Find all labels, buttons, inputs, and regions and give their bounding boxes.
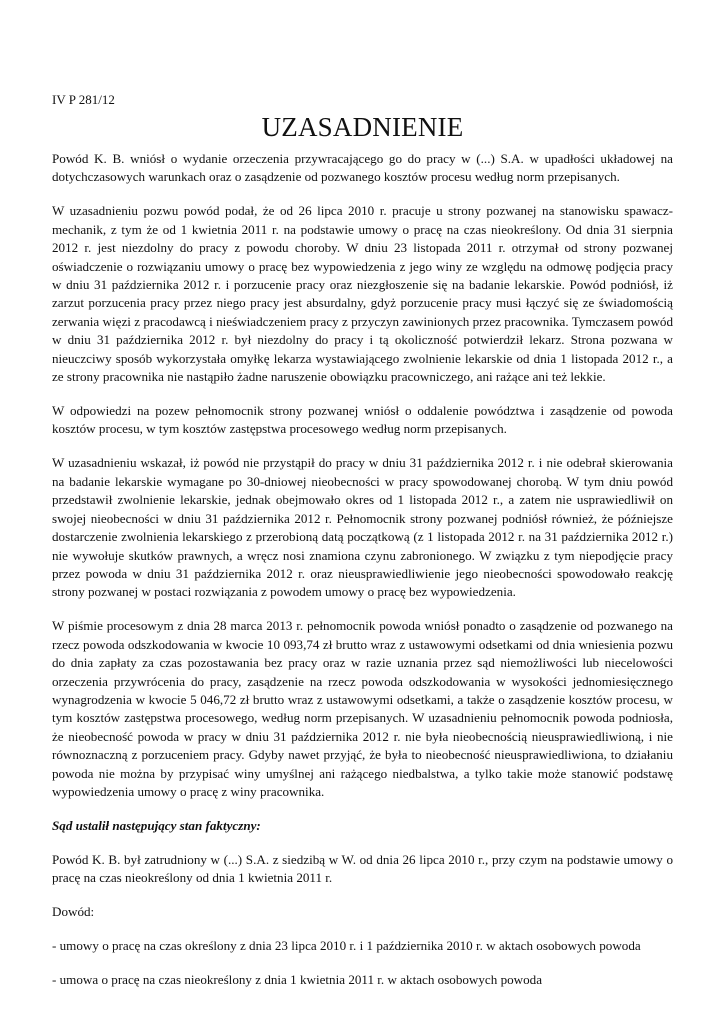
- paragraph-defendant-justification: W uzasadnieniu wskazał, iż powód nie przystąpił do pracy w dniu 31 października 2012 r. i nie odebrał skierowania na badanie lekarskie wymagane po 30-dniowej nieobecności w pracy spowodowanej chorobą. W tym dniu powód przedstawił zwolnienie lekarskie, jednak obejmowało okres od 1 listopada 2012 r., a zatem nie usprawiedliwił on swojej nieobecności w dniu 31 października 2012 r. Pełnomocnik strony pozwanej podniósł również, że późniejsze dostarczenie zwolnienia lekarskiego z przerobioną datą początkową (z 1 listopada 2012 r. na 31 października 2012 r.) nie wywołuje skutków prawnych, a wręcz nosi znamiona czynu zabronionego. W związku z tym niepodjęcie pracy przez powoda w dniu 31 października 2012 r. oraz nieusprawiedliwienie jego nieobecności spowodowało reakcję strony pozwanej w postaci rozwiązania z powodem umowy o pracę bez wypowiedzenia.: [52, 455, 673, 600]
- document-title: UZASADNIENIE: [261, 112, 464, 142]
- evidence-label: Dowód:: [52, 904, 95, 920]
- facts-paragraph: Powód K. B. był zatrudniony w (...) S.A. z siedzibą w W. od dnia 26 lipca 2010 r., przy czym na podstawie umowy o pracę na czas nieokreślony od dnia 1 kwietnia 2011 r.: [52, 851, 673, 886]
- paragraph-claim: Powód K. B. wniósł o wydanie orzeczenia przywracającego go do pracy w (...) S.A. w upadłości układowej na dotychczasowych warunkach oraz o zasądzenie od pozwanego kosztów procesu według norm przepisanych.: [52, 151, 673, 185]
- paragraph-procedural-letter: W piśmie procesowym z dnia 28 marca 2013 r. pełnomocnik powoda wniósł ponadto o zasądzenie od pozwanego na rzecz powoda odszkodowania w kwocie 10 093,74 zł brutto wraz z ustawowymi odsetkami od dnia wniesienia pozwu do dnia zapłaty za czas pozostawania bez pracy oraz w razie uznania przez sąd niemożliwości lub niecelowości orzeczenia przywrócenia do pracy, zasądzenie na rzecz powoda odszkodowania w wysokości jednomiesięcznego wynagrodzenia w kwocie 5 046,72 zł brutto wraz z ustawowymi odsetkami, a także o zasądzenie kosztów procesu, w tym kosztów zastępstwa procesowego, według norm przepisanych. W uzasadnieniu pełnomocnik powoda podniosła, że nieobecność powoda w pracy w dniu 31 października 2012 r. nie była nieobecnością nieusprawiedliwioną, i nie równoznaczną z porzuceniem pracy. Gdyby nawet przyjąć, że była to nieobecność nieusprawiedliwiona, to działaniu powoda nie można by przypisać winy umyślnej ani rażącego niedbalstwa, a tylko takie może stanowić podstawę wypowiedzenia umowy o pracę z winy pracownika.: [52, 618, 673, 799]
- paragraph-defendant-response: W odpowiedzi na pozew pełnomocnik strony pozwanej wniósł o oddalenie powództwa i zasądzenie od powoda kosztów procesu, w tym kosztów zastępstwa procesowego według norm przepisanych.: [52, 403, 673, 437]
- document-body: [52, 150, 673, 1005]
- case-number: IV P 281/12: [52, 92, 115, 107]
- paragraph-claim-justification: W uzasadnieniu pozwu powód podał, że od 26 lipca 2010 r. pracuje u strony pozwanej na stanowisku spawacz-mechanik, z tym że od 1 kwietnia 2011 r. na podstawie umowy o pracę na czas nieokreślony. Od dnia 31 sierpnia 2012 r. jest niezdolny do pracy z powodu choroby. W dniu 23 listopada 2011 r. otrzymał od strony pozwanej oświadczenie o rozwiązaniu umowy o pracę bez wypowiedzenia z jego winy ze względu na odmowę podjęcia pracy w dniu 31 października 2012 r. i porzucenie pracy oraz niezgłoszenie się na badanie lekarskie. Powód podniósł, iż zarzut porzucenia pracy przez niego pracy jest absurdalny, gdyż porzucenie pracy musi łączyć się ze świadomością zerwania więzi z pracodawcą i nieświadczeniem pracy z przyczyn zawinionych przez pracownika. Tymczasem powód w dniu 31 października 2012 r. był niezdolny do pracy i tą okoliczność potwierdził lekarz. Strona pozwana w nieuczciwy sposób wykorzystała omyłkę lekarza wystawiającego zwolnienie lekarskie od dnia 1 listopada 2012 r., a ze strony pracownika nie nastąpiło żadne naruszenie obowiązku pracowniczego, ani rażące ani też lekkie.: [52, 203, 673, 385]
- evidence-item: - umowy o pracę na czas określony z dnia 23 lipca 2010 r. i 1 października 2010 r. w aktach osobowych powoda: [52, 938, 641, 954]
- evidence-item: - umowa o pracę na czas nieokreślony z dnia 1 kwietnia 2011 r. w aktach osobowych powoda: [52, 972, 543, 988]
- facts-heading: Sąd ustalił następujący stan faktyczny:: [52, 817, 261, 833]
